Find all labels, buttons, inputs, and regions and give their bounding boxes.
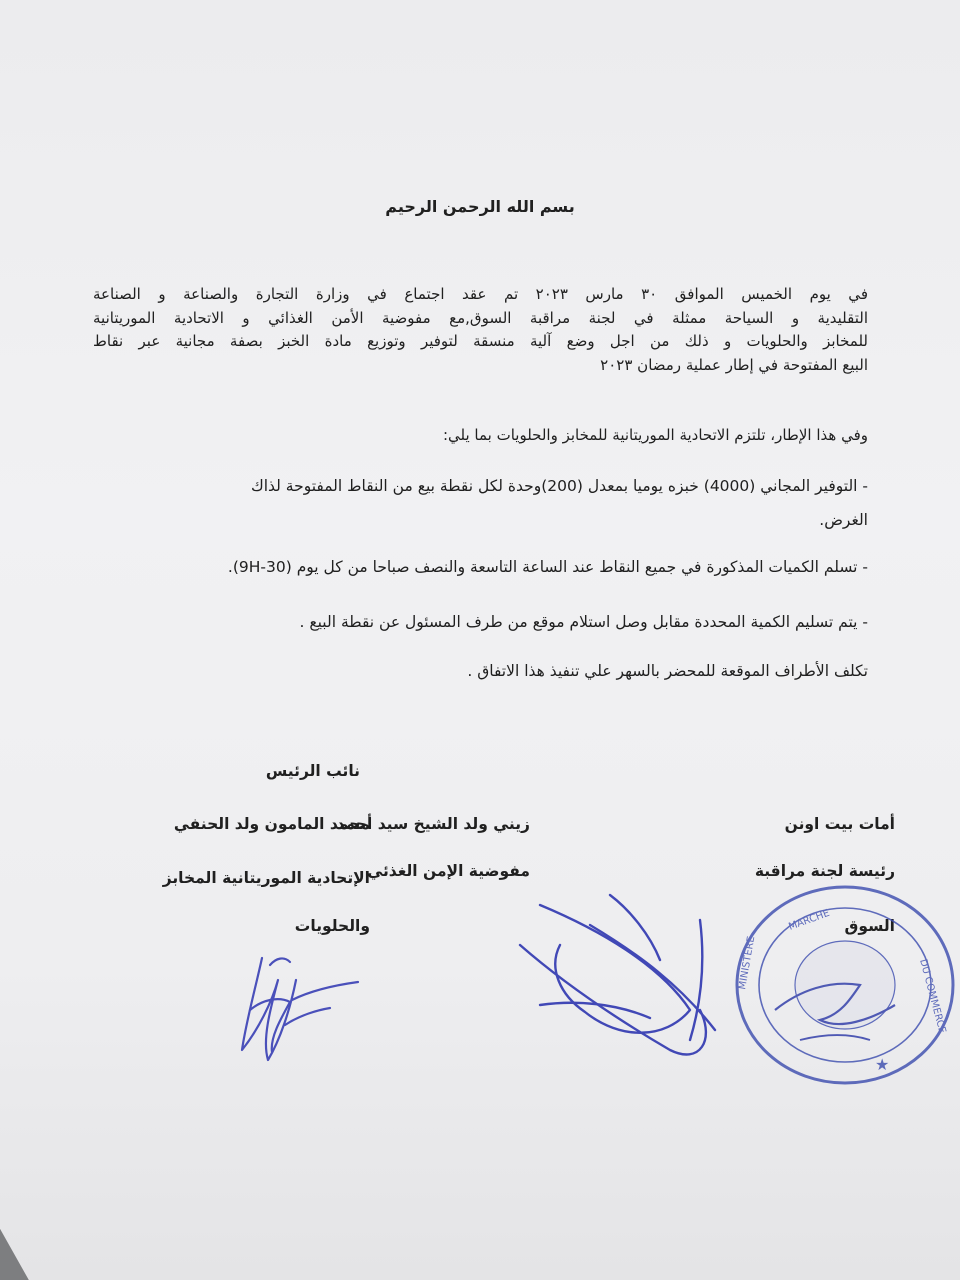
committee-stamp [737,887,953,1083]
commitment-intro: وفي هذا الإطار، تلتزم الاتحادية الموريتانية للمخابز والحلويات بما يلي: [442,426,868,444]
signatory-left-org: الإتحادية الموريتانية المخابز [162,869,370,887]
signatory-middle-name: زيني ولد الشيخ سيد أحمد [336,815,530,833]
closing-statement: تكلف الأطراف الموقعة للمحضر بالسهر علي تنفيذ هذا الاتفاق . [467,662,868,680]
paragraph-line: في يوم الخميس الموافق ٣٠ مارس ٢٠٢٣ تم عقد اجتماع في وزارة التجارة والصناعة و الصناعة [93,285,868,303]
left-signature [242,958,358,1060]
svg-text:MARCHE: MARCHE [787,907,832,933]
paragraph-line: التقليدية و السياحة ممثلة في لجنة مراقبة السوق,مع مفوضية الأمن الغذائي و الاتحادية الموريتانية [93,308,868,327]
commitment-item-delivery-time: - تسلم الكميات المذكورة في جميع النقاط عند الساعة التاسعة والنصف صباحا من كل يوم (9H-30). [227,558,868,576]
middle-signature [520,895,715,1054]
svg-text:MINISTERE: MINISTERE [737,935,758,991]
paragraph-line: للمخابز والحلويات و ذلك من اجل وضع آلية منسقة لتوفير وتوزيع مادة الخبز بصفة مجانية عبر نقاط [93,332,868,350]
commitment-item-receipt: - يتم تسليم الكمية المحددة مقابل وصل استلام موقع من طرف المسئول عن نقطة البيع . [299,613,868,631]
item-line: الغرض. [819,511,868,529]
signatory-right-name: أمات بيت اونن [784,815,895,833]
basmala-heading: بسم الله الرحمن الرحيم [385,197,575,216]
signatory-left-title: نائب الرئيس [265,762,360,780]
signatory-right-role-cont: السوق [844,917,895,935]
signatory-middle-org: مفوضية الإمن الغذئي [367,862,530,880]
signatory-left-name: محمد المامون ولد الحنفي [173,815,370,833]
svg-text:★: ★ [875,1055,890,1074]
paragraph-line: البيع المفتوحة في إطار عملية رمضان ٢٠٢٣ [600,355,868,374]
item-line: - التوفير المجاني (4000) خبزه يوميا بمعدل (200)وحدة لكل نقطة بيع من النقاط المفتوحة لذاك [250,477,868,495]
signatory-right-role: رئيسة لجنة مراقبة [754,862,895,880]
svg-text:DU COMMERCE: DU COMMERCE [917,957,948,1035]
signatory-left-org-cont: والحلويات [294,917,370,935]
